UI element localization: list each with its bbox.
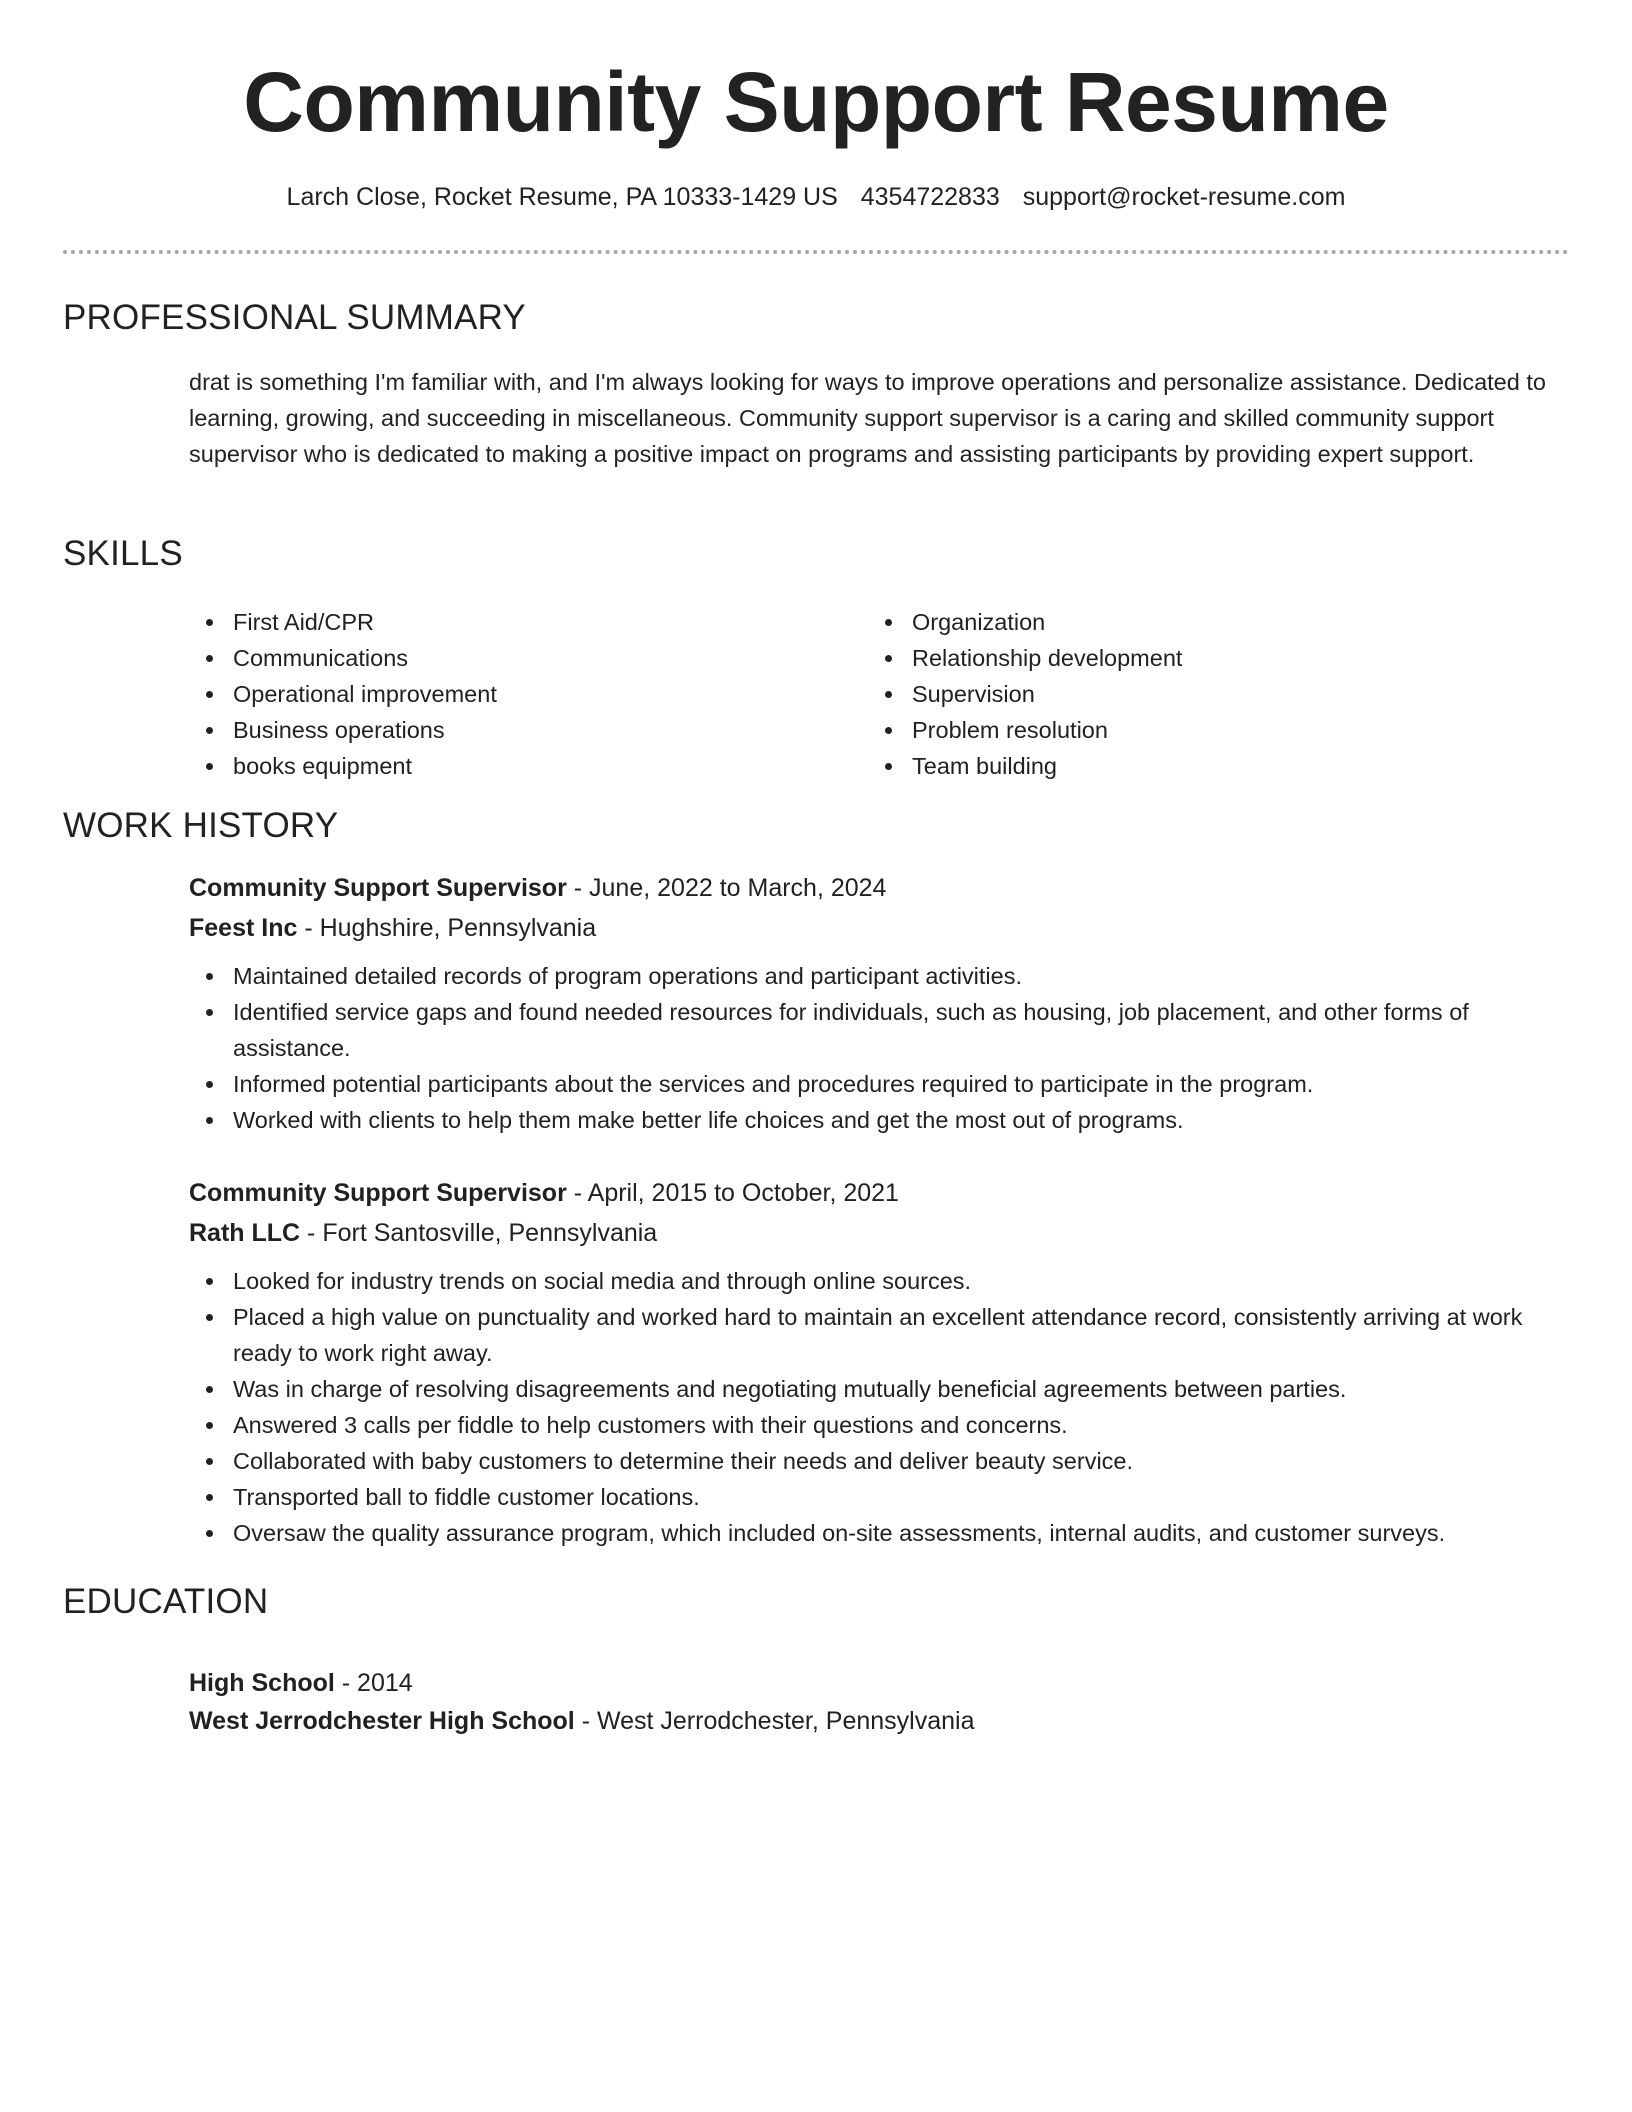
skills-list-right [868,604,1508,784]
job-bullet: Oversaw the quality assurance program, which included on-site assessments, internal audits, and customer surveys. [189,1515,1569,1551]
education-school: West Jerrodchester High School [189,1707,575,1735]
job-bullet: Transported ball to fiddle customer locations. [189,1479,1569,1515]
job-bullet: Answered 3 calls per fiddle to help customers with their questions and concerns. [189,1407,1569,1443]
job-entry [189,868,1569,1138]
job-bullet: Maintained detailed records of program operations and participant activities. [189,958,1569,994]
contact-address: Larch Close, Rocket Resume, PA 10333-1429 US [286,183,838,211]
education-location: - West Jerrodchester, Pennsylvania [574,1707,975,1735]
job-title: Community Support Supervisor [189,1179,567,1207]
job-bullet: Worked with clients to help them make better life choices and get the most out of programs. [189,1102,1569,1138]
contact-phone: 4354722833 [860,183,1000,211]
contact-email: support@rocket-resume.com [1022,183,1346,211]
job-company-line [189,908,1569,948]
skill-item: Relationship development [868,640,1508,676]
job-dates: - June, 2022 to March, 2024 [566,874,887,902]
skill-item: Communications [189,640,829,676]
job-location: - Hughshire, Pennsylvania [297,914,597,942]
section-title-work: WORK HISTORY [63,806,339,845]
skill-item: Organization [868,604,1508,640]
contact-line [0,178,1632,216]
job-entry [189,1173,1569,1551]
job-bullet: Identified service gaps and found needed resources for individuals, such as housing, job placement, and other forms of assistance. [189,994,1569,1066]
skill-item: Problem resolution [868,712,1508,748]
job-bullet: Placed a high value on punctuality and worked hard to maintain an excellent attendance record, consistently arriving at work ready to work right away. [189,1299,1569,1371]
job-title-line [189,1173,1569,1213]
education-degree: High School [189,1669,335,1697]
job-dates: - April, 2015 to October, 2021 [566,1179,899,1207]
job-company-line [189,1213,1569,1253]
education-degree-line [189,1664,1569,1702]
education-entry [189,1664,1569,1740]
education-school-line [189,1702,1569,1740]
job-bullets [189,958,1569,1138]
job-bullet: Collaborated with baby customers to determine their needs and deliver beauty service. [189,1443,1569,1479]
skills-list-left [189,604,829,784]
job-bullets [189,1263,1569,1551]
job-bullet: Informed potential participants about the services and procedures required to participate in the program. [189,1066,1569,1102]
skill-item: Team building [868,748,1508,784]
job-bullet: Was in charge of resolving disagreements and negotiating mutually beneficial agreements between parties. [189,1371,1569,1407]
job-company: Feest Inc [189,914,298,942]
resume-name: Community Support Resume [243,55,1389,149]
job-location: - Fort Santosville, Pennsylvania [300,1219,658,1247]
summary-text: drat is something I'm familiar with, and I'm always looking for ways to improve operations and personalize assistance. Dedicated to learning, growing, and succeeding in miscellaneous. Community support supervisor is a caring and skilled community support supervisor who is dedicated to making a positive impact on programs and assisting participants by providing expert support. [189,369,1546,467]
section-title-summary: PROFESSIONAL SUMMARY [63,298,526,337]
skill-item: Supervision [868,676,1508,712]
job-title: Community Support Supervisor [189,874,567,902]
job-title-line [189,868,1569,908]
job-company: Rath LLC [189,1219,301,1247]
skill-item: books equipment [189,748,829,784]
header-divider [63,250,1569,254]
job-bullet: Looked for industry trends on social media and through online sources. [189,1263,1569,1299]
section-title-skills: SKILLS [63,534,183,573]
skill-item: Operational improvement [189,676,829,712]
skill-item: First Aid/CPR [189,604,829,640]
skill-item: Business operations [189,712,829,748]
section-title-education: EDUCATION [63,1582,269,1621]
education-year: - 2014 [334,1669,413,1697]
